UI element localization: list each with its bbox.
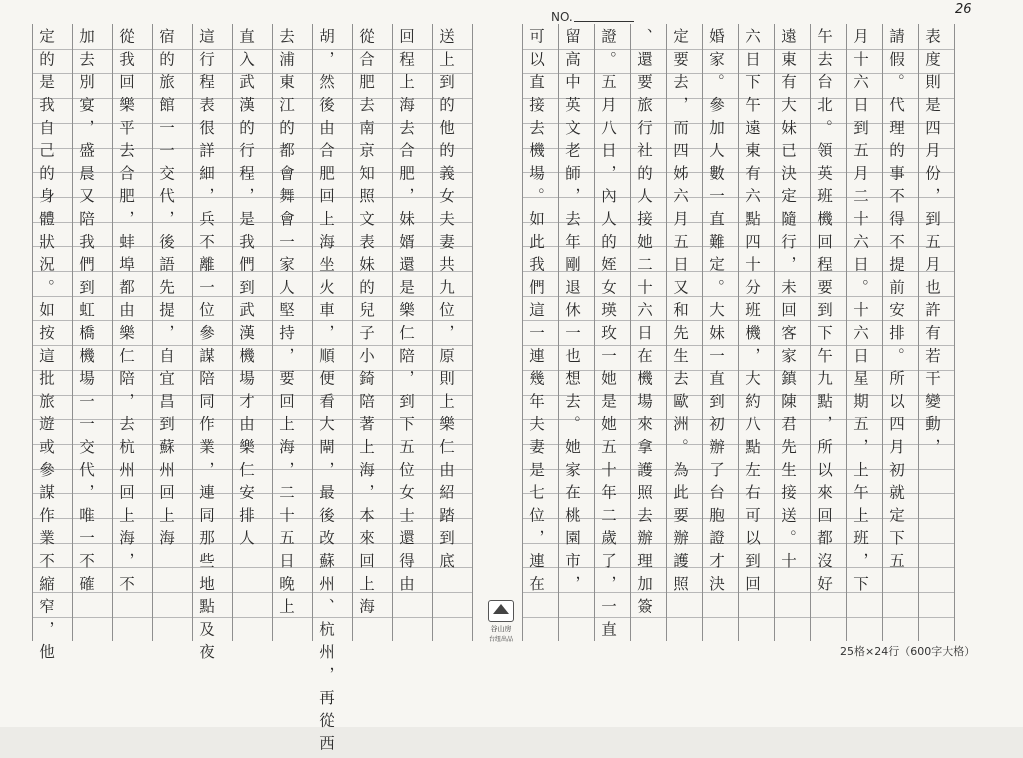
grid-spec-label: 25格×24行（600字大格） — [840, 645, 976, 658]
right-text-column-5: 遠東有大妹已決定隨行，未回客家鎮陳君先生接送。十 — [779, 28, 797, 576]
left-text-column-9: 從我回樂平去合肥，蚌埠都由樂仁陪，去杭州回上海，不 — [117, 28, 135, 598]
grid-row-line — [153, 617, 192, 618]
publisher-caption: 台纽出品 — [488, 636, 513, 643]
grid-row-line — [919, 493, 954, 494]
grid-row-line — [153, 592, 192, 593]
grid-row-line — [847, 617, 882, 618]
publisher-mark — [481, 600, 521, 643]
grid-row-line — [883, 617, 918, 618]
grid-row-line — [233, 617, 272, 618]
right-manuscript-page — [522, 24, 956, 644]
grid-row-line — [919, 567, 954, 568]
right-text-column-9: 、還要旅行社的人接她二十六日在機場來拿護照去辦理加簽 — [635, 28, 653, 621]
grid-row-line — [883, 592, 918, 593]
grid-row-line — [433, 592, 472, 593]
left-text-column-7: 這行程表很詳細，兵不離一位參謀陪同作業，連同那些地點及夜 — [197, 28, 215, 667]
grid-row-line — [433, 617, 472, 618]
grid-row-line — [667, 617, 702, 618]
grid-row-line — [919, 543, 954, 544]
right-text-column-4: 午去台北。領英班機回程要到下午九點，所以來回都沒好 — [815, 28, 833, 598]
left-text-column-2: 回程上海去合肥，妹婿還是樂仁陪，到下五位女士還得由 — [397, 28, 415, 598]
mountain-logo-icon — [488, 600, 514, 622]
right-text-column-8: 定要去，而四姊六月五日又和先生去歐洲。為此要辦護照 — [671, 28, 689, 598]
grid-row-line — [919, 592, 954, 593]
grid-row-line — [113, 617, 152, 618]
right-text-column-10: 證。五月八日，內人的姪女瑛玫一她是她五十年二歲了，一直 — [599, 28, 617, 644]
number-label: NO. — [551, 10, 573, 24]
grid-row-line — [703, 617, 738, 618]
grid-row-line — [233, 592, 272, 593]
right-text-column-6: 六日下午遠東有六點四十分班機，大約八點左右可以到回 — [743, 28, 761, 598]
grid-row-line — [233, 567, 272, 568]
grid-row-line — [393, 617, 432, 618]
left-text-column-11: 定的是我自己的身體狀況。如按這批旅遊或參謀作業不縮窄，他 — [37, 28, 55, 667]
grid-row-line — [811, 617, 846, 618]
left-text-column-8: 宿的旅館一一交代，後語先提，自宜昌到蘇州回上海 — [157, 28, 175, 553]
left-text-column-3: 從合肥去南京知照文表妹的兒子小錡陪著上海，本來回上海 — [357, 28, 375, 621]
right-text-column-12: 可以直接去機場。如此我們這一連幾年夫妻是七位，連在 — [527, 28, 545, 598]
left-text-column-1: 送上到的他的義女夫妻共九位，原則上樂仁由紹踏到底 — [437, 28, 455, 576]
right-text-column-11: 留高中英文老師，去年剛退休一也想去。她家在桃園市， — [563, 28, 581, 598]
grid-row-line — [919, 617, 954, 618]
grid-row-line — [153, 567, 192, 568]
left-text-column-6: 直入武漢的行程，是我們到武漢機場才由樂仁安排人 — [237, 28, 255, 553]
right-text-column-1: 表度則是四月份，到五月也許有若干變動， — [923, 28, 941, 462]
grid-row-line — [559, 617, 594, 618]
publisher-name: 谷山房 — [490, 625, 512, 633]
left-text-column-10: 加去別宴，盛晨又陪我們到虹橋機場一一交代，唯一不確 — [77, 28, 95, 598]
grid-row-line — [523, 617, 558, 618]
right-text-column-2: 請假。代理的事不得不提前安排。所以四月初就定下五 — [887, 28, 905, 576]
grid-row-line — [919, 469, 954, 470]
right-text-column-3: 月十六日到五月二十六日。十六日星期五，上午上班，下 — [851, 28, 869, 598]
left-text-column-5: 去浦東江的都會舞會一家人堅持，要回上海，二十五日晚上 — [277, 28, 295, 621]
left-text-column-4: 胡，然後由合肥回上海坐火車，順便看大閘，最後改蘇州、杭州，再從西 — [317, 28, 335, 758]
grid-row-line — [73, 617, 112, 618]
grid-row-line — [919, 518, 954, 519]
right-text-column-7: 婚家。參加人數一直難定。大妹一直到初辦了台胞證才決 — [707, 28, 725, 598]
page-number: 26 — [955, 2, 972, 17]
left-manuscript-page — [32, 24, 472, 758]
grid-row-line — [775, 592, 810, 593]
number-line — [574, 21, 634, 22]
grid-row-line — [775, 617, 810, 618]
grid-row-line — [739, 617, 774, 618]
